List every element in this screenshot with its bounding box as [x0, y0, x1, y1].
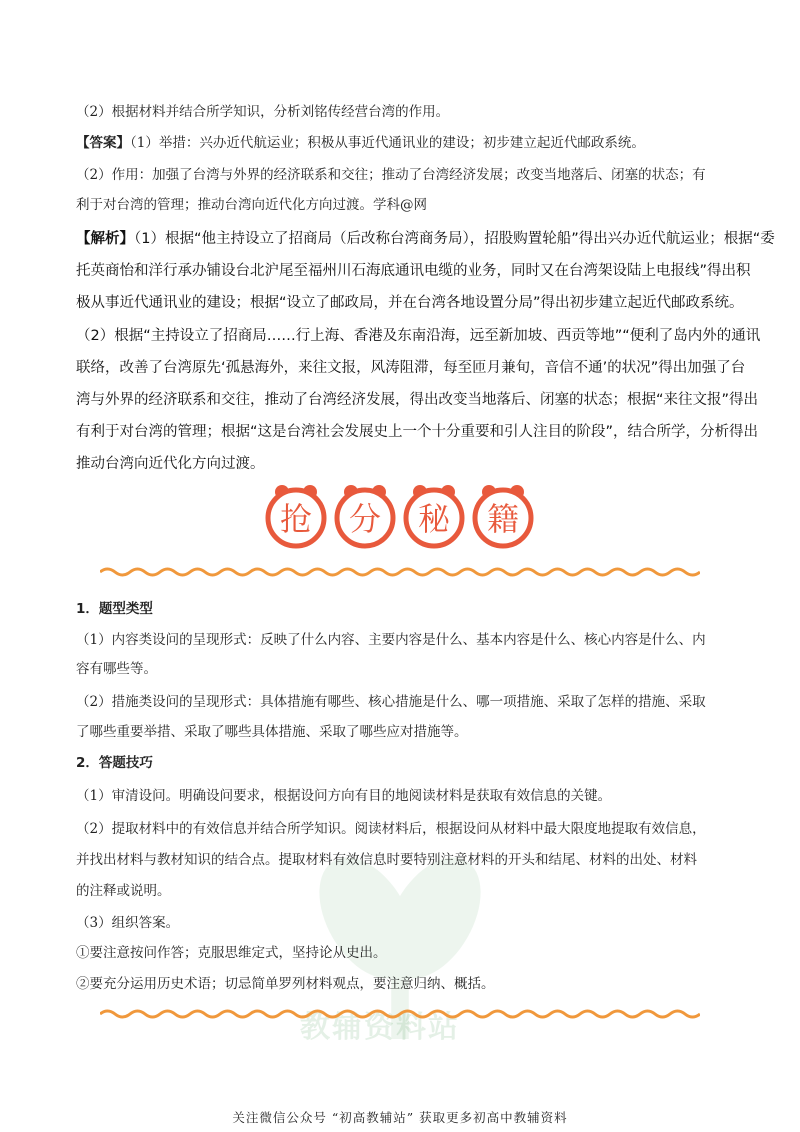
skill-3-a: ①要注意按问作答；克服思维定式，坚持论从史出。 — [76, 945, 387, 961]
answer-2-line-2: 利于对台湾的管理；推动台湾向近代化方向过渡。学科@网 — [76, 197, 427, 213]
banner-badge-4 — [475, 485, 531, 546]
tips-2-line-1: （2）措施类设问的呈现形式：具体措施有哪些、核心措施是什么、哪一项措施、采取了怎样的措施、采取 — [76, 694, 706, 710]
footer-promo: 关注微信公众号 “初高教辅站” 获取更多初高中教辅资料 — [232, 1110, 568, 1125]
tips-heading-1: 1．题型类型 — [76, 601, 153, 617]
watermark-text: 教辅资料站 — [300, 1010, 460, 1045]
analysis-p2-line-1: （2）根据“主持设立了招商局……行上海、香港及东南沿海，远至新加坡、西贡等地”“便利了岛内外的通讯 — [76, 328, 761, 344]
wave-divider-top — [100, 566, 700, 578]
analysis-p1-line-1 — [76, 230, 775, 248]
answer-2-line-1: （2）作用：加强了台湾与外界的经济联系和交往；推动了台湾经济发展；改变当地落后、闭塞的状态；有 — [76, 167, 706, 183]
tips-1-line-2: 容有哪些等。 — [76, 661, 157, 677]
answer-1: （1）举措：兴办近代航运业；积极从事近代通讯业的建设；初步建立起近代邮政系统。 — [130, 135, 645, 151]
banner-badge-3 — [406, 485, 462, 546]
question-2: （2）根据材料并结合所学知识，分析刘铭传经营台湾的作用。 — [76, 104, 450, 120]
answer-tag: 【答案】 — [76, 135, 130, 151]
banner-char-4: 籍 — [486, 500, 520, 538]
analysis-p1-line-3: 极从事近代通讯业的建设；根据“设立了邮政局，并在台湾各地设置分局”得出初步建立起近代邮政系统。 — [76, 295, 744, 311]
analysis-p2-line-5: 推动台湾向近代化方向过渡。 — [76, 456, 265, 472]
tips-2-line-2: 了哪些重要举措、采取了哪些具体措施、采取了哪些应对措施等。 — [76, 724, 468, 740]
analysis-p2-line-2: 联络，改善了台湾原先‘孤悬海外，来往文报，风涛阻滞，每至匝月兼旬，音信不通’的状况”得出加强了台 — [76, 360, 746, 376]
banner-qiang-fen-mi-ji — [262, 480, 538, 550]
banner-badge-2 — [337, 485, 393, 546]
tips-1-line-1: （1）内容类设问的呈现形式：反映了什么内容、主要内容是什么、基本内容是什么、核心内容是什么、内 — [76, 632, 706, 648]
answer-1-line — [76, 134, 736, 152]
analysis-p1-l1: （1）根据“他主持设立了招商局（后改称台湾商务局），招股购置轮船”得出兴办近代航运业；根据“委 — [134, 231, 775, 247]
tips-heading-2: 2．答题技巧 — [76, 755, 153, 771]
banner-char-2: 分 — [348, 500, 382, 538]
analysis-p2-line-3: 湾与外界的经济联系和交往，推动了台湾经济发展，得出改变当地落后、闭塞的状态；根据“来往文报”得出 — [76, 392, 759, 408]
analysis-p2-line-4: 有利于对台湾的管理；根据“这是台湾社会发展史上一个十分重要和引人注目的阶段”，结合所学，分析得出 — [76, 424, 759, 440]
skill-2-line-2: 并找出材料与教材知识的结合点。提取材料有效信息时要特别注意材料的开头和结尾、材料的出处、材料 — [76, 852, 697, 868]
banner-badge-1 — [268, 485, 324, 546]
skill-3-b: ②要充分运用历史术语；切忌简单罗列材料观点，要注意归纳、概括。 — [76, 976, 495, 992]
banner-char-3: 秘 — [417, 500, 451, 538]
skill-2-line-1: （2）提取材料中的有效信息并结合所学知识。阅读材料后，根据设问从材料中最大限度地提取有效信息， — [76, 821, 706, 837]
analysis-p1-line-2: 托英商怡和洋行承办铺设台北沪尾至福州川石海底通讯电缆的业务，同时又在台湾架设陆上电报线”得出积 — [76, 263, 751, 279]
skill-1: （1）审清设问。明确设问要求，根据设问方向有目的地阅读材料是获取有效信息的关键。 — [76, 788, 612, 804]
banner-char-1: 抢 — [279, 500, 313, 538]
wave-divider-bottom — [100, 1008, 700, 1020]
skill-2-line-3: 的注释或说明。 — [76, 883, 171, 899]
analysis-tag: 【解析】 — [76, 231, 134, 247]
skill-3: （3）组织答案。 — [76, 915, 180, 931]
